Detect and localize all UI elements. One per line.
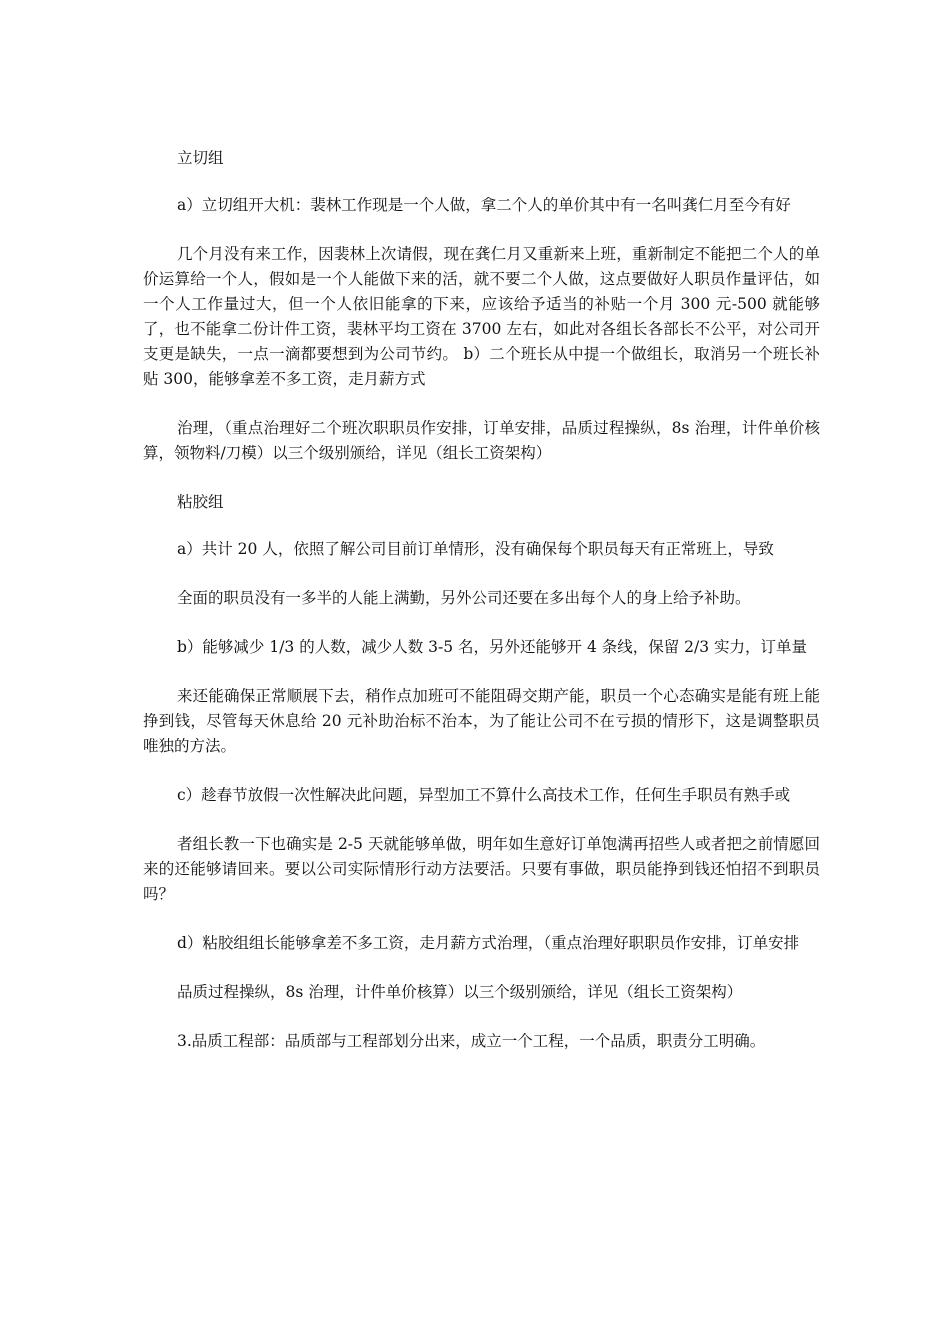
paragraph: 3.品质工程部：品质部与工程部划分出来，成立一个工程，一个品质，职责分工明确。 — [177, 1032, 766, 1050]
paragraph: 全面的职员没有一多半的人能上满勤，另外公司还要在多出每个人的身上给予补助。 — [177, 589, 751, 607]
paragraph: 品质过程操纵，8s 治理，计件单价核算）以三个级别颁给，详见（组长工资架构） — [177, 983, 743, 1001]
paragraph: a）立切组开大机：裴林工作现是一个人做，拿二个人的单价其中有一名叫龚仁月至今有好 — [177, 196, 791, 214]
paragraph: d）粘胶组组长能够拿差不多工资，走月薪方式治理，（重点治理好职职员作安排，订单安排 — [177, 934, 800, 952]
paragraph: 治理，（重点治理好二个班次职职员作安排，订单安排，品质过程操纵，8s 治理，计件单价核算，领物料/刀模）以三个级别颁给，详见（组长工资架构） — [143, 419, 820, 462]
section-heading-cutting-group: 立切组 — [177, 149, 224, 167]
paragraph: b）能够减少 1/3 的人数，减少人数 3-5 名，另外还能够开 4 条线，保留 2/3 实力，订单量 — [177, 638, 808, 656]
paragraph: a）共计 20 人，依照了解公司目前订单情形，没有确保每个职员每天有正常班上，导致 — [177, 540, 774, 558]
paragraph: 来还能确保正常顺展下去，稍作点加班可不能阻碍交期产能，职员一个心态确实是能有班上能挣到钱，尽管每天休息给 20 元补助治标不治本，为了能让公司不在亏损的情形下，这是调整职员唯独的方法。 — [143, 687, 820, 755]
paragraph: c）趁春节放假一次性解决此问题，异型加工不算什么高技术工作，任何生手职员有熟手或 — [177, 786, 791, 804]
paragraph: 者组长教一下也确实是 2-5 天就能够单做，明年如生意好订单饱满再招些人或者把之前情愿回来的还能够请回来。要以公司实际情形行动方法要活。只要有事做，职员能挣到钱还怕招不到职员吗？ — [143, 835, 820, 903]
document-body — [143, 146, 820, 1078]
paragraph: 几个月没有来工作，因裴林上次请假，现在龚仁月又重新来上班，重新制定不能把二个人的单价运算给一个人，假如是一个人能做下来的活，就不要二个人做，这点要做好人职员作量评估，如一个人工作量过大，但一个人依旧能拿的下来，应该给予适当的补贴一个月 300 元-500 就能够了，也不能拿二份计件工资，裴林平均工资在 3700 左右，如此对各组长各部长不公平，对公司开支更是缺失，一点一滴都要想到为公司节约。 b）二个班长从中提一个做组长，取消另一个班长补贴 300，能够拿差不多工资，走月薪方式 — [143, 245, 820, 388]
section-heading-gluing-group: 粘胶组 — [177, 493, 224, 511]
